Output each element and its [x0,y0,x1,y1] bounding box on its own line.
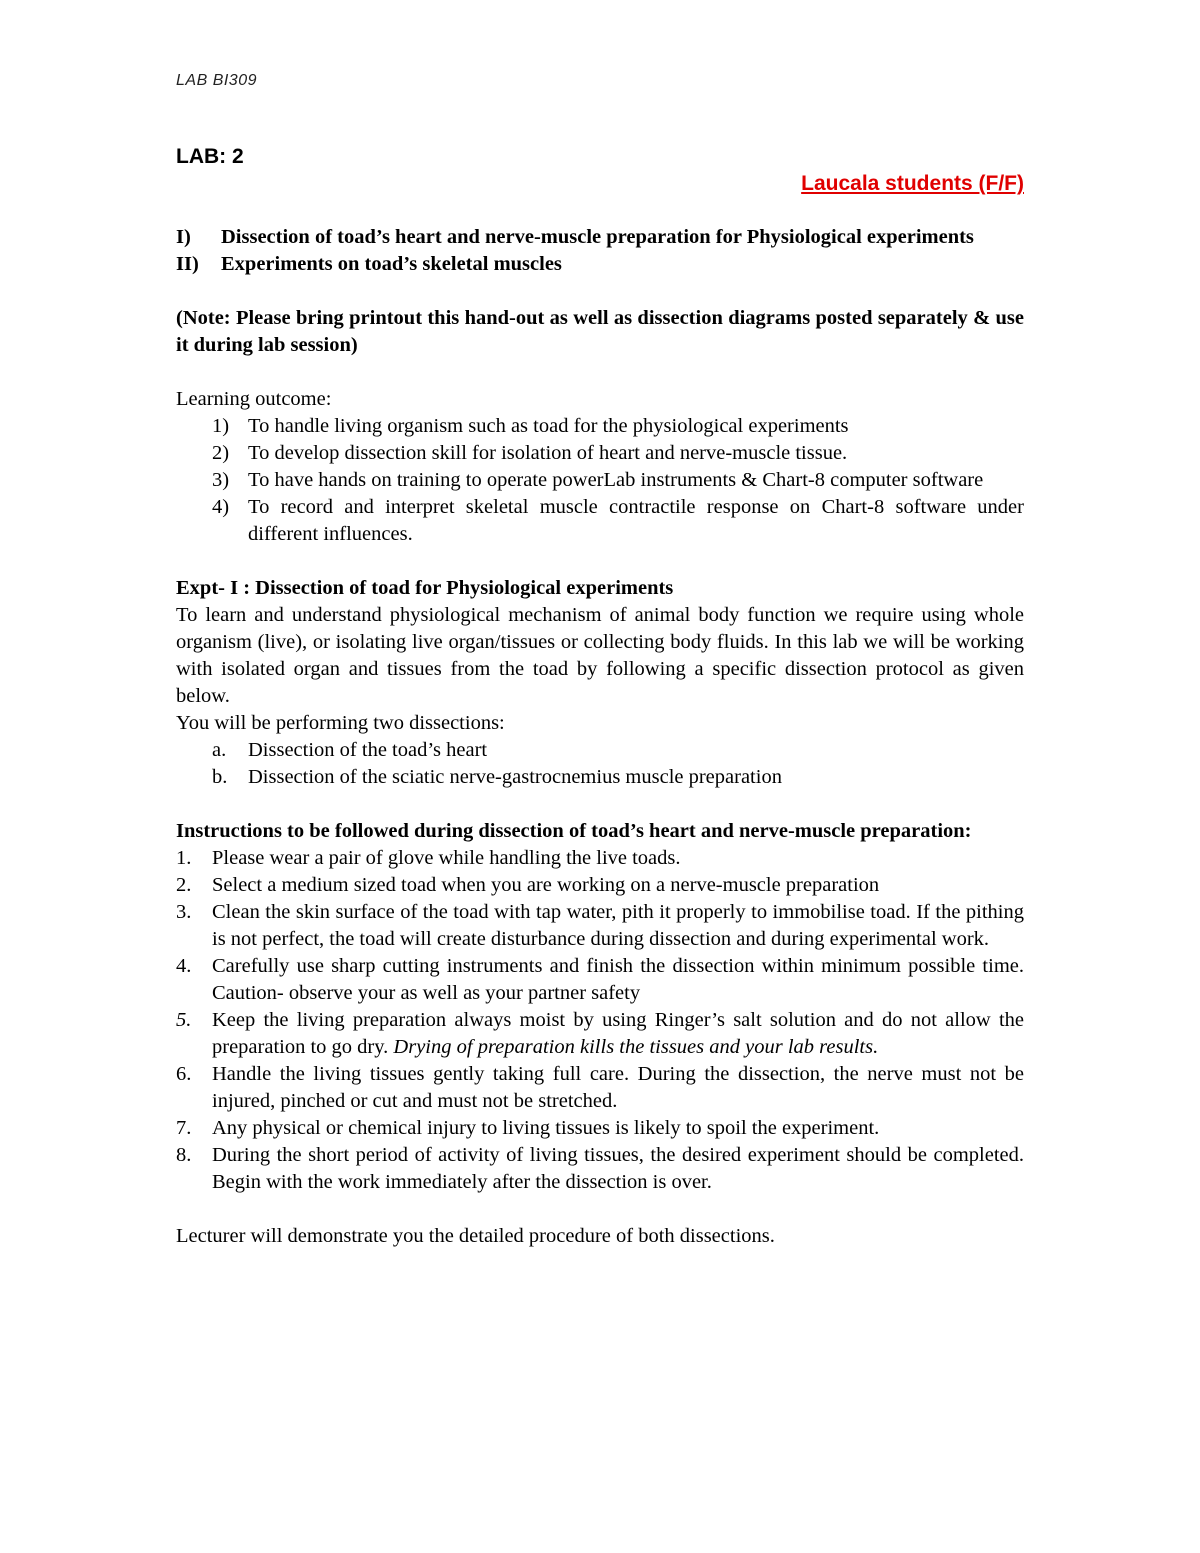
item-number: 6. [176,1063,192,1085]
list-item [176,845,1024,872]
list-item [176,1007,1024,1061]
dissection-list [176,737,1024,791]
topic-number: I) [176,226,191,248]
item-number: 8. [176,1144,192,1166]
campus-label: Laucala students (F/F) [801,172,1024,195]
list-item [176,1115,1024,1142]
item-number: 1) [212,415,230,437]
page-header: LAB BI309 [176,72,257,89]
topic-text: Experiments on toad’s skeletal muscles [221,253,562,275]
expt1-paragraph: To learn and understand physiological mechanism of animal body function we require using whole organism (live), or isolating live organ/tissues or collecting body fluids. In this lab we will be working with isolated organ and tissues from the toad by following a specific dissection protocol as given below. [176,604,1024,707]
list-item [176,467,1024,494]
closing-line: Lecturer will demonstrate you the detailed procedure of both dissections. [176,1225,775,1247]
item-number: 2) [212,442,230,464]
topic-item [176,224,1024,251]
list-item [176,899,1024,953]
list-item [176,1142,1024,1196]
instructions-list [176,845,1024,1196]
document-body [176,224,1024,1250]
item-text: Clean the skin surface of the toad with tap water, pith it properly to immobilise toad. If the pithing is not perfect, the toad will create disturbance during dissection and during experimental work. [212,901,1024,950]
item-text: Handle the living tissues gently taking full care. During the dissection, the nerve must not be injured, pinched or cut and must not be stretched. [212,1063,1024,1112]
item-number: b. [212,766,228,788]
list-item [176,872,1024,899]
item-text [212,1007,1024,1061]
learning-outcome-list [176,413,1024,548]
item-number: 5. [176,1009,192,1031]
expt1-intro: You will be performing two dissections: [176,712,505,734]
item-number: 4. [176,955,192,977]
instructions-heading: Instructions to be followed during dissection of toad’s heart and nerve-muscle preparation: [176,820,972,842]
item-text: Dissection of the toad’s heart [248,739,488,761]
topic-list [176,224,1024,278]
topic-number: II) [176,253,199,275]
item-text: Select a medium sized toad when you are working on a nerve-muscle preparation [212,874,880,896]
item-text: Please wear a pair of glove while handling the live toads. [212,847,681,869]
list-item [176,737,1024,764]
topic-text: Dissection of toad’s heart and nerve-muscle preparation for Physiological experiments [221,226,974,248]
list-item [176,1061,1024,1115]
item-text: Dissection of the sciatic nerve-gastrocnemius muscle preparation [248,766,782,788]
list-item [176,440,1024,467]
item-text: To record and interpret skeletal muscle contractile response on Chart-8 software under different influences. [248,496,1024,545]
list-item [176,764,1024,791]
item-number: 1. [176,847,192,869]
item-number: 4) [212,496,230,518]
item-text-plain: Keep the living preparation always moist by using Ringer’s salt solution and do not allow the preparation to go dry. [212,1009,1024,1058]
topic-item [176,251,1024,278]
item-text: Any physical or chemical injury to living tissues is likely to spoil the experiment. [212,1117,880,1139]
learning-outcome-heading: Learning outcome: [176,388,332,410]
item-text: To have hands on training to operate powerLab instruments & Chart-8 computer software [248,469,984,491]
list-item [176,413,1024,440]
item-number: a. [212,739,227,761]
lab-title: LAB: 2 [176,145,244,168]
note: (Note: Please bring printout this hand-out as well as dissection diagrams posted separately & use it during lab session) [176,307,1024,356]
item-text: Carefully use sharp cutting instruments and finish the dissection within minimum possible time. Caution- observe your as well as your partner safety [212,955,1024,1004]
list-item [176,494,1024,548]
item-text: During the short period of activity of living tissues, the desired experiment should be completed. Begin with the work immediately after the dissection is over. [212,1144,1024,1193]
item-text-italic: Drying of preparation kills the tissues and your lab results. [388,1036,879,1058]
item-text: To handle living organism such as toad for the physiological experiments [248,415,849,437]
expt1-heading: Expt- I : Dissection of toad for Physiological experiments [176,577,674,599]
item-number: 3) [212,469,230,491]
item-number: 7. [176,1117,192,1139]
item-number: 3. [176,901,192,923]
item-number: 2. [176,874,192,896]
item-text: To develop dissection skill for isolation of heart and nerve-muscle tissue. [248,442,848,464]
list-item [176,953,1024,1007]
